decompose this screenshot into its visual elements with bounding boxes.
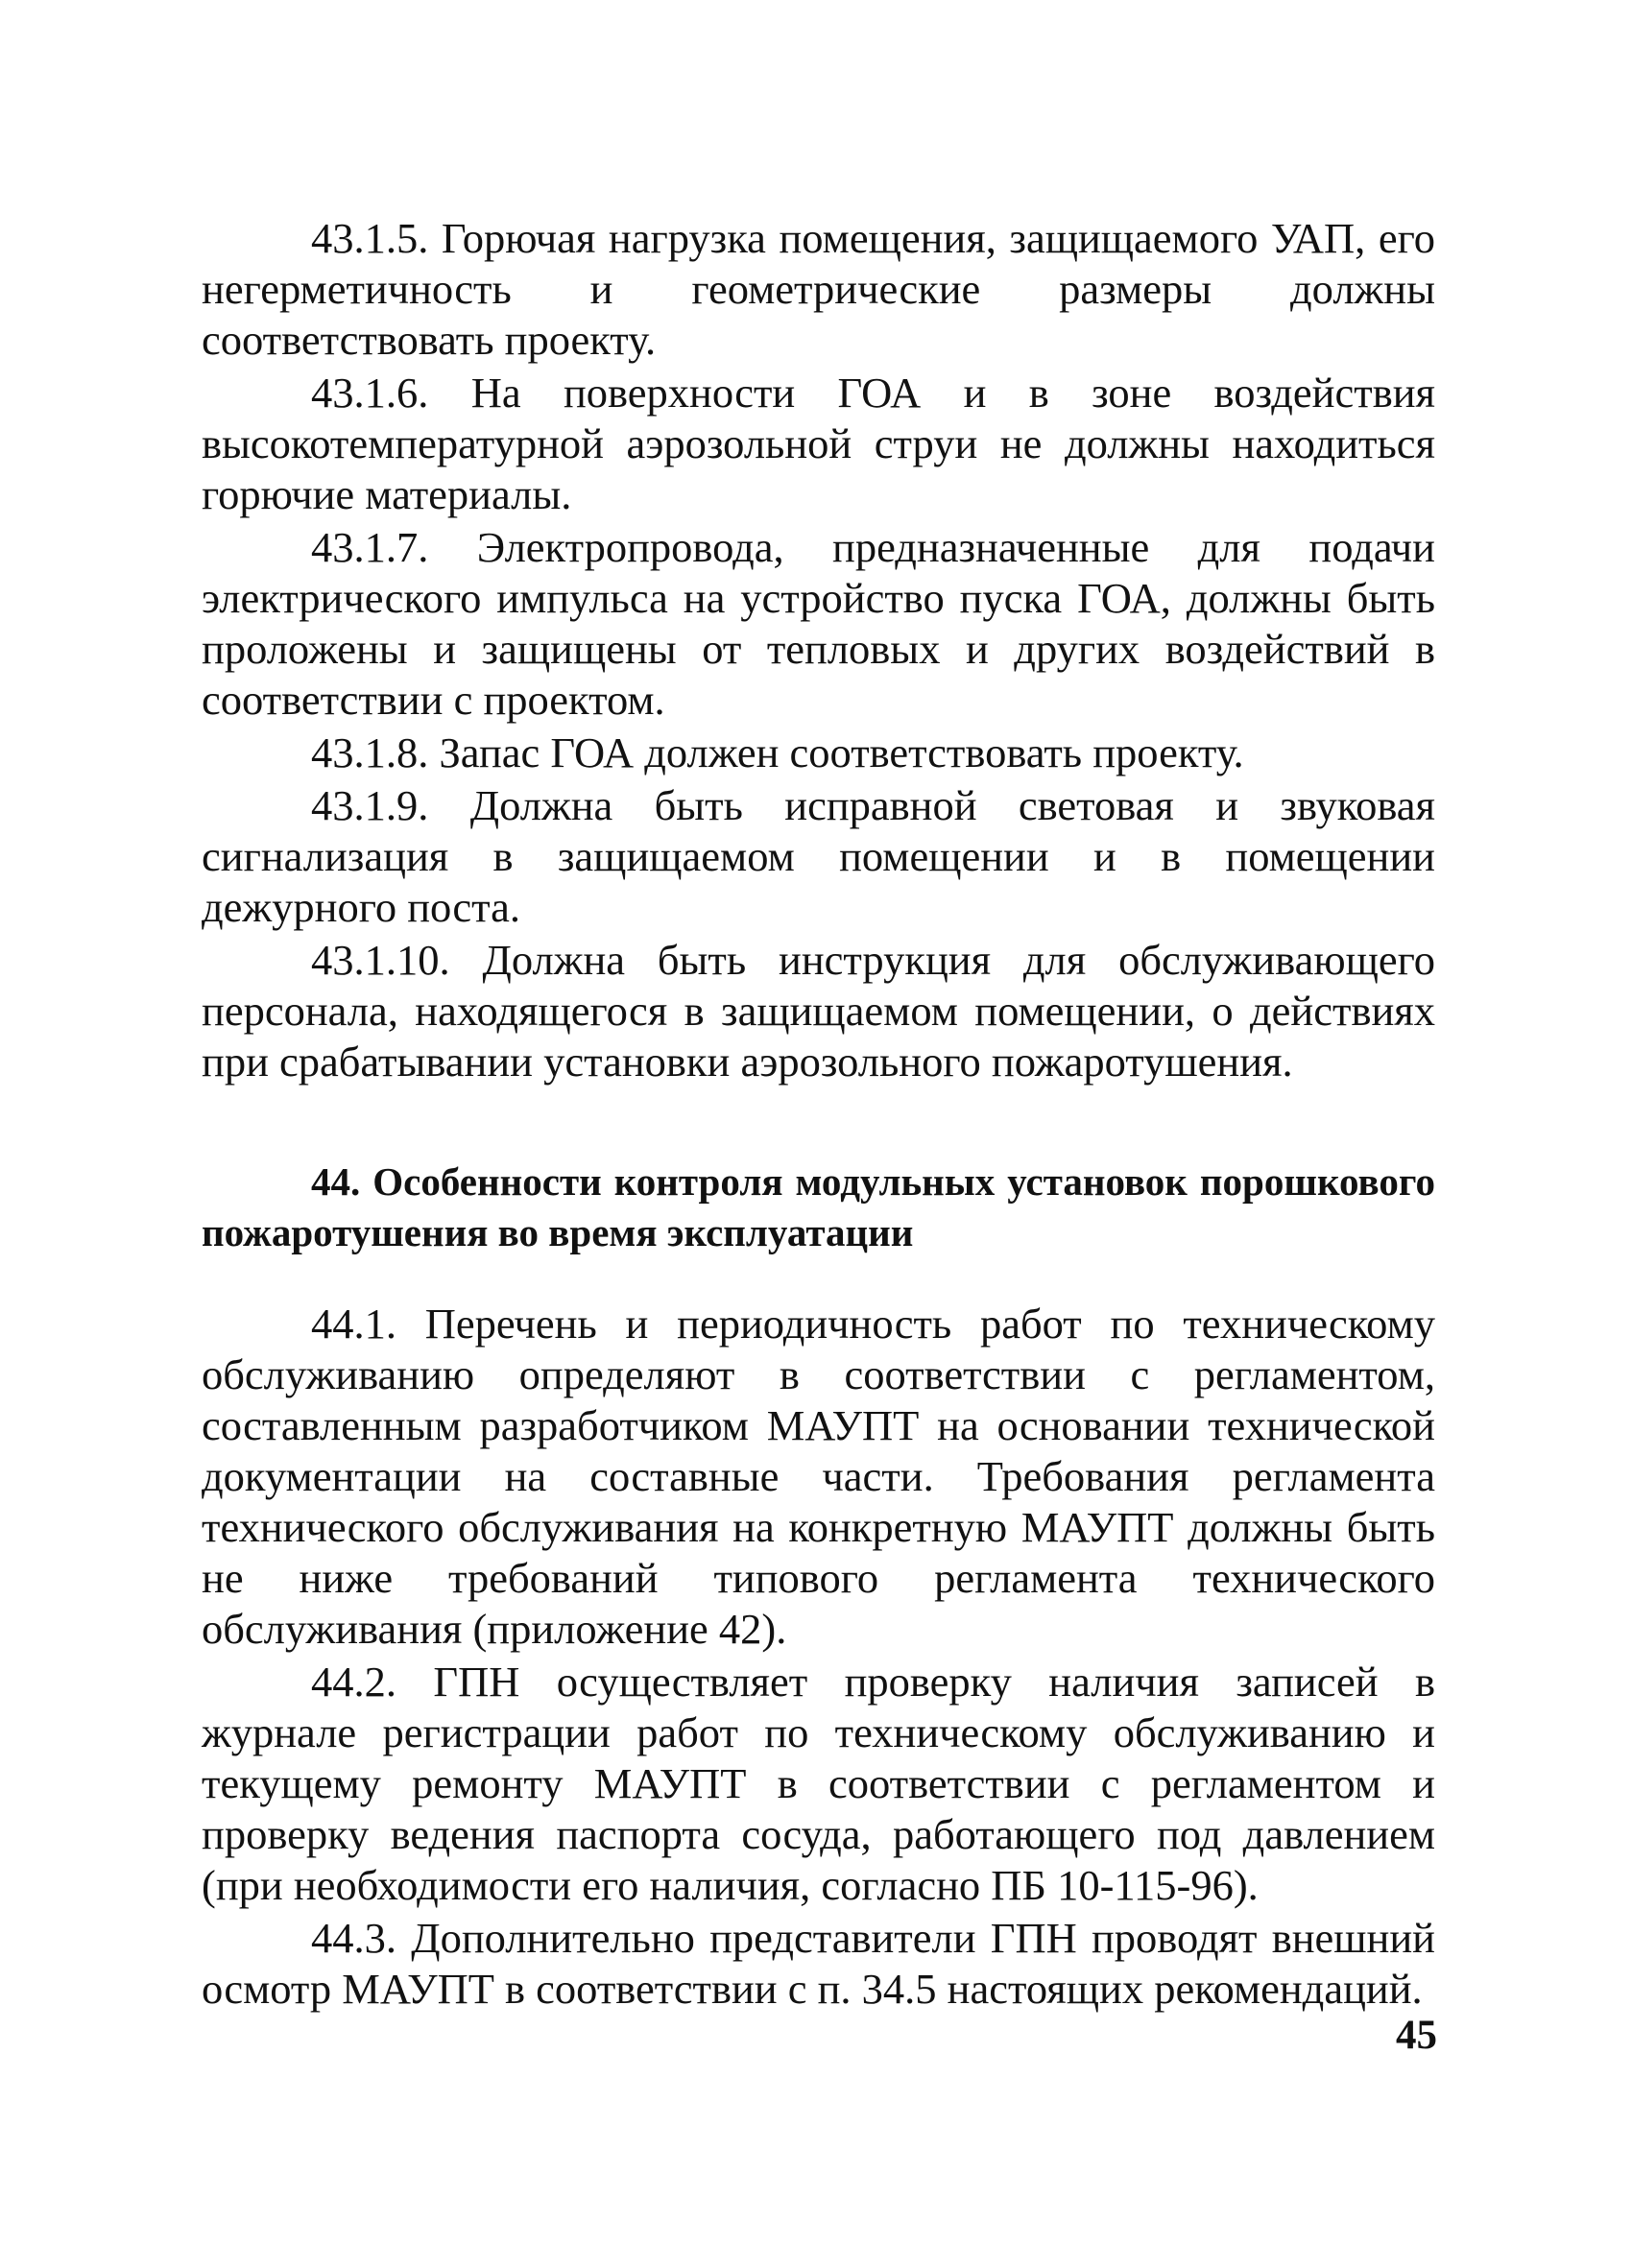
paragraph-44-3: 44.3. Дополнительно представители ГПН проводят внешний осмотр МАУПТ в соответствии с п. 34.5 настоящих рекомендаций.	[202, 1914, 1435, 2013]
paragraph-43-1-7: 43.1.7. Электропровода, предназначенные для подачи электрического импульса на устройство пуска ГОА, должны быть проложены и защищены от тепловых и других воздействий в соответствии с проектом.	[202, 523, 1435, 724]
paragraph-43-1-10: 43.1.10. Должна быть инструкция для обслуживающего персонала, находящегося в защищаемом помещении, о действиях при срабатывании установки аэрозольного пожаротушения.	[202, 936, 1435, 1086]
paragraph-43-1-5: 43.1.5. Горючая нагрузка помещения, защищаемого УАП, его негерметичность и геометрические размеры должны соответствовать проекту.	[202, 214, 1435, 364]
section-heading-44: 44. Особенности контроля модульных установок порошкового пожаротушения во время эксплуатации	[202, 1159, 1435, 1254]
paragraph-44-2: 44.2. ГПН осуществляет проверку наличия записей в журнале регистрации работ по техническому обслуживанию и текущему ремонту МАУПТ в соответствии с регламентом и проверку ведения паспорта сосуда, работающего под давлением (при необходимости его наличия, согласно ПБ 10-115-96).	[202, 1658, 1435, 1909]
paragraph-44-1: 44.1. Перечень и периодичность работ по техническому обслуживанию определяют в соответствии с регламентом, составленным разработчиком МАУПТ на основании технической документации на составные части. Требования регламента технического обслуживания на конкретную МАУПТ должны быть не ниже требований типового регламента технического обслуживания (приложение 42).	[202, 1300, 1435, 1653]
page-body	[202, 213, 1435, 2017]
page-number: 45	[1396, 2013, 1437, 2058]
paragraph-43-1-9: 43.1.9. Должна быть исправной световая и звуковая сигнализация в защищаемом помещении и в помещении дежурного поста.	[202, 781, 1435, 931]
paragraph-43-1-6: 43.1.6. На поверхности ГОА и в зоне воздействия высокотемпературной аэрозольной струи не должны находиться горючие материалы.	[202, 369, 1435, 518]
paragraph-43-1-8: 43.1.8. Запас ГОА должен соответствовать проекту.	[311, 728, 1244, 776]
